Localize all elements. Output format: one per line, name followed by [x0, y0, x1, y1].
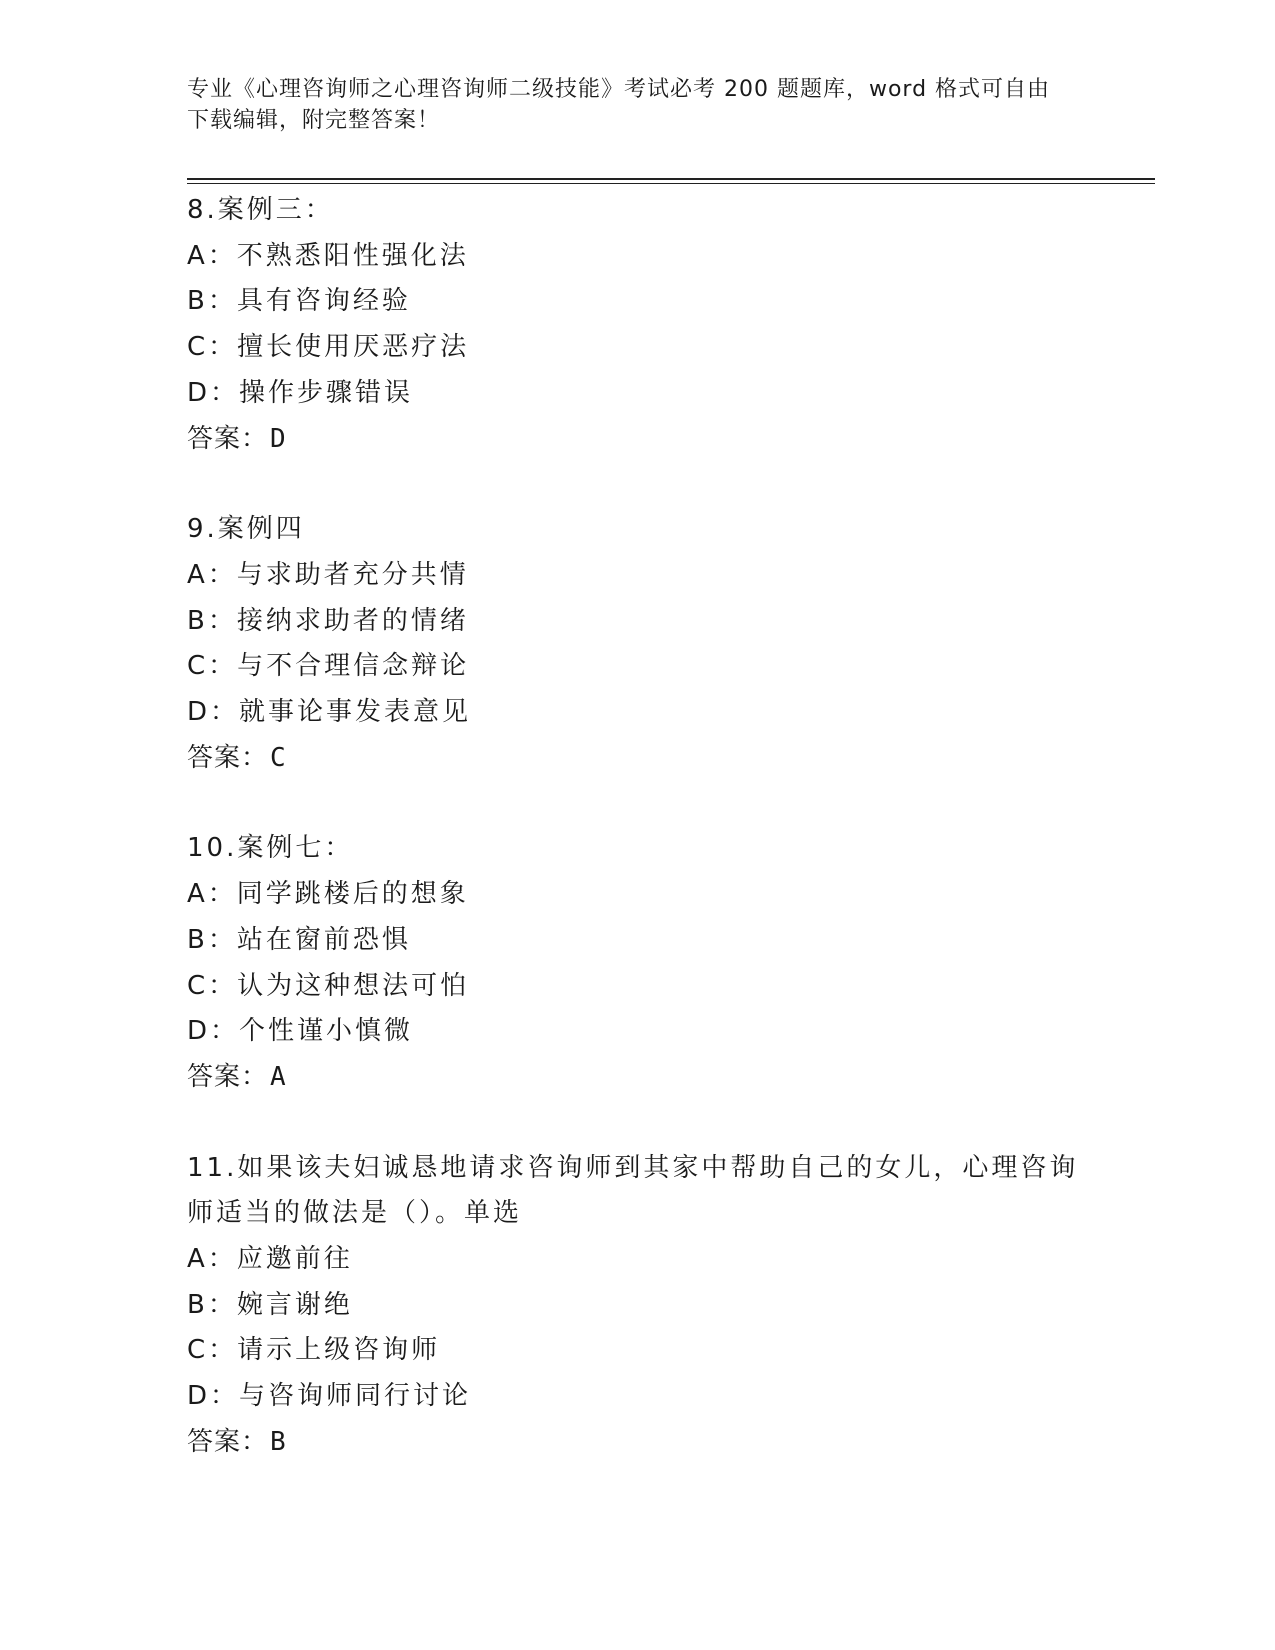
option-c: C：擅长使用厌恶疗法 — [187, 332, 470, 363]
header-divider-thick — [187, 178, 1155, 180]
option-d: D：就事论事发表意见 — [187, 697, 472, 728]
answer-line — [187, 1055, 1107, 1101]
document-header: 专业《心理咨询师之心理咨询师二级技能》考试必考 200 题题库，word 格式可自由下载编辑，附完整答案！ — [187, 77, 1051, 133]
answer-label: 答案： — [187, 423, 269, 454]
option-d: D：个性谨小慎微 — [187, 1016, 414, 1047]
option-d: D：与咨询师同行讨论 — [187, 1381, 472, 1412]
answer-line — [187, 1420, 1107, 1466]
answer-label: 答案： — [187, 1061, 269, 1092]
question-list — [187, 188, 1107, 1511]
question-10 — [187, 826, 1107, 1100]
option-b: B：接纳求助者的情绪 — [187, 605, 469, 636]
question-stem: 11.如果该夫妇诚恳地请求咨询师到其家中帮助自己的女儿，心理咨询师适当的做法是（）。单选 — [187, 1152, 1079, 1229]
answer-line — [187, 417, 1107, 463]
answer-value: B — [270, 1426, 287, 1457]
option-c: C：与不合理信念辩论 — [187, 651, 470, 682]
option-c: C：认为这种想法可怕 — [187, 970, 470, 1001]
option-d: D：操作步骤错误 — [187, 377, 414, 408]
option-a: A：不熟悉阳性强化法 — [187, 240, 469, 271]
option-a: A：与求助者充分共情 — [187, 559, 469, 590]
question-stem: 10.案例七： — [187, 833, 354, 864]
option-b: B：站在窗前恐惧 — [187, 924, 411, 955]
question-stem: 9.案例四 — [187, 514, 305, 545]
option-c: C：请示上级咨询师 — [187, 1335, 441, 1366]
answer-line — [187, 736, 1107, 782]
question-stem: 8.案例三： — [187, 195, 334, 225]
option-a: A：同学跳楼后的想象 — [187, 879, 469, 910]
answer-value: C — [270, 742, 287, 773]
option-b: B：具有咨询经验 — [187, 286, 411, 317]
answer-value: A — [270, 1061, 287, 1092]
answer-label: 答案： — [187, 742, 269, 773]
question-8 — [187, 188, 1107, 462]
option-a: A：应邀前往 — [187, 1244, 353, 1275]
answer-value: D — [270, 423, 287, 454]
header-divider-thin — [187, 183, 1155, 184]
question-9 — [187, 507, 1107, 781]
question-11 — [187, 1146, 1107, 1466]
answer-label: 答案： — [187, 1426, 269, 1457]
option-b: B：婉言谢绝 — [187, 1289, 353, 1320]
